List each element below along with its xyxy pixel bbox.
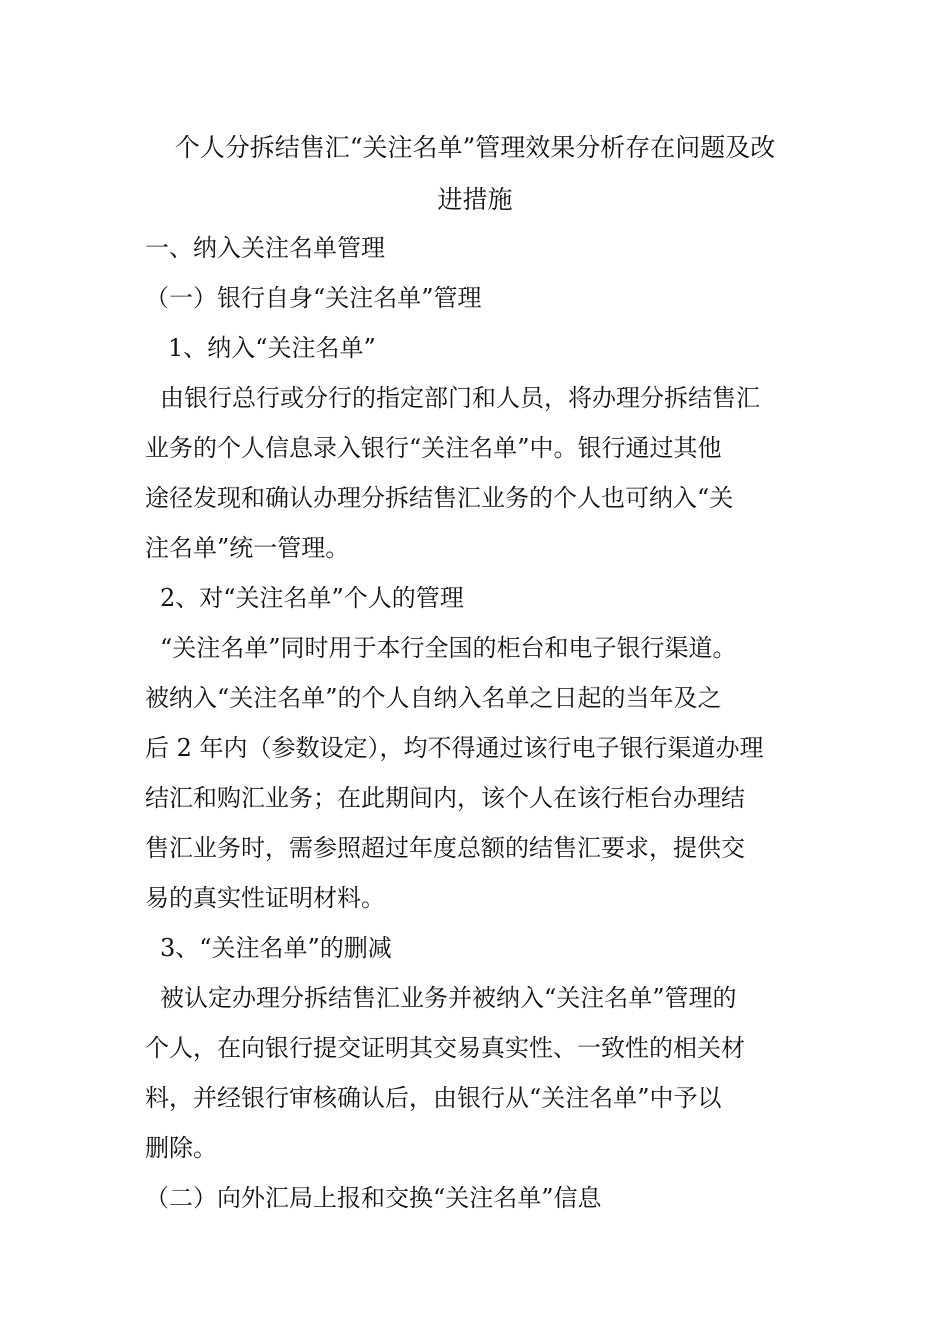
body-line: 结汇和购汇业务；在此期间内，该个人在该行柜台办理结 <box>145 784 745 812</box>
body-line: 被认定办理分拆结售汇业务并被纳入“关注名单”管理的 <box>160 984 737 1012</box>
document-title <box>145 122 805 226</box>
section-3-heading: 3、“关注名单”的删减 <box>160 934 392 962</box>
body-line: 业务的个人信息录入银行“关注名单”中。银行通过其他 <box>145 434 722 462</box>
heading-1: 一、纳入关注名单管理 <box>145 234 385 262</box>
section-1-heading: 1、纳入“关注名单” <box>168 334 376 362</box>
title-line-1: 个人分拆结售汇“关注名单”管理效果分析存在问题及改 <box>174 133 776 162</box>
body-line: 易的真实性证明材料。 <box>145 884 385 912</box>
section-2-heading: 2、对“关注名单”个人的管理 <box>160 584 464 612</box>
body-line: 由银行总行或分行的指定部门和人员，将办理分拆结售汇 <box>160 384 760 412</box>
body-line: 后 2 年内（参数设定），均不得通过该行电子银行渠道办理 <box>145 734 764 762</box>
subheading-2: （二）向外汇局上报和交换“关注名单”信息 <box>145 1184 602 1212</box>
subheading-1: （一）银行自身“关注名单”管理 <box>145 284 482 312</box>
body-line: 注名单”统一管理。 <box>145 534 350 562</box>
body-line: 个人，在向银行提交证明其交易真实性、一致性的相关材 <box>145 1034 745 1062</box>
title-line-2: 进措施 <box>437 185 513 214</box>
body-line: 删除。 <box>145 1134 217 1162</box>
body-line: 途径发现和确认办理分拆结售汇业务的个人也可纳入“关 <box>145 484 734 512</box>
body-line: 料，并经银行审核确认后，由银行从“关注名单”中予以 <box>145 1084 722 1112</box>
body-line: 售汇业务时，需参照超过年度总额的结售汇要求，提供交 <box>145 834 745 862</box>
body-line: “关注名单”同时用于本行全国的柜台和电子银行渠道。 <box>160 634 737 662</box>
body-line: 被纳入“关注名单”的个人自纳入名单之日起的当年及之 <box>145 684 722 712</box>
